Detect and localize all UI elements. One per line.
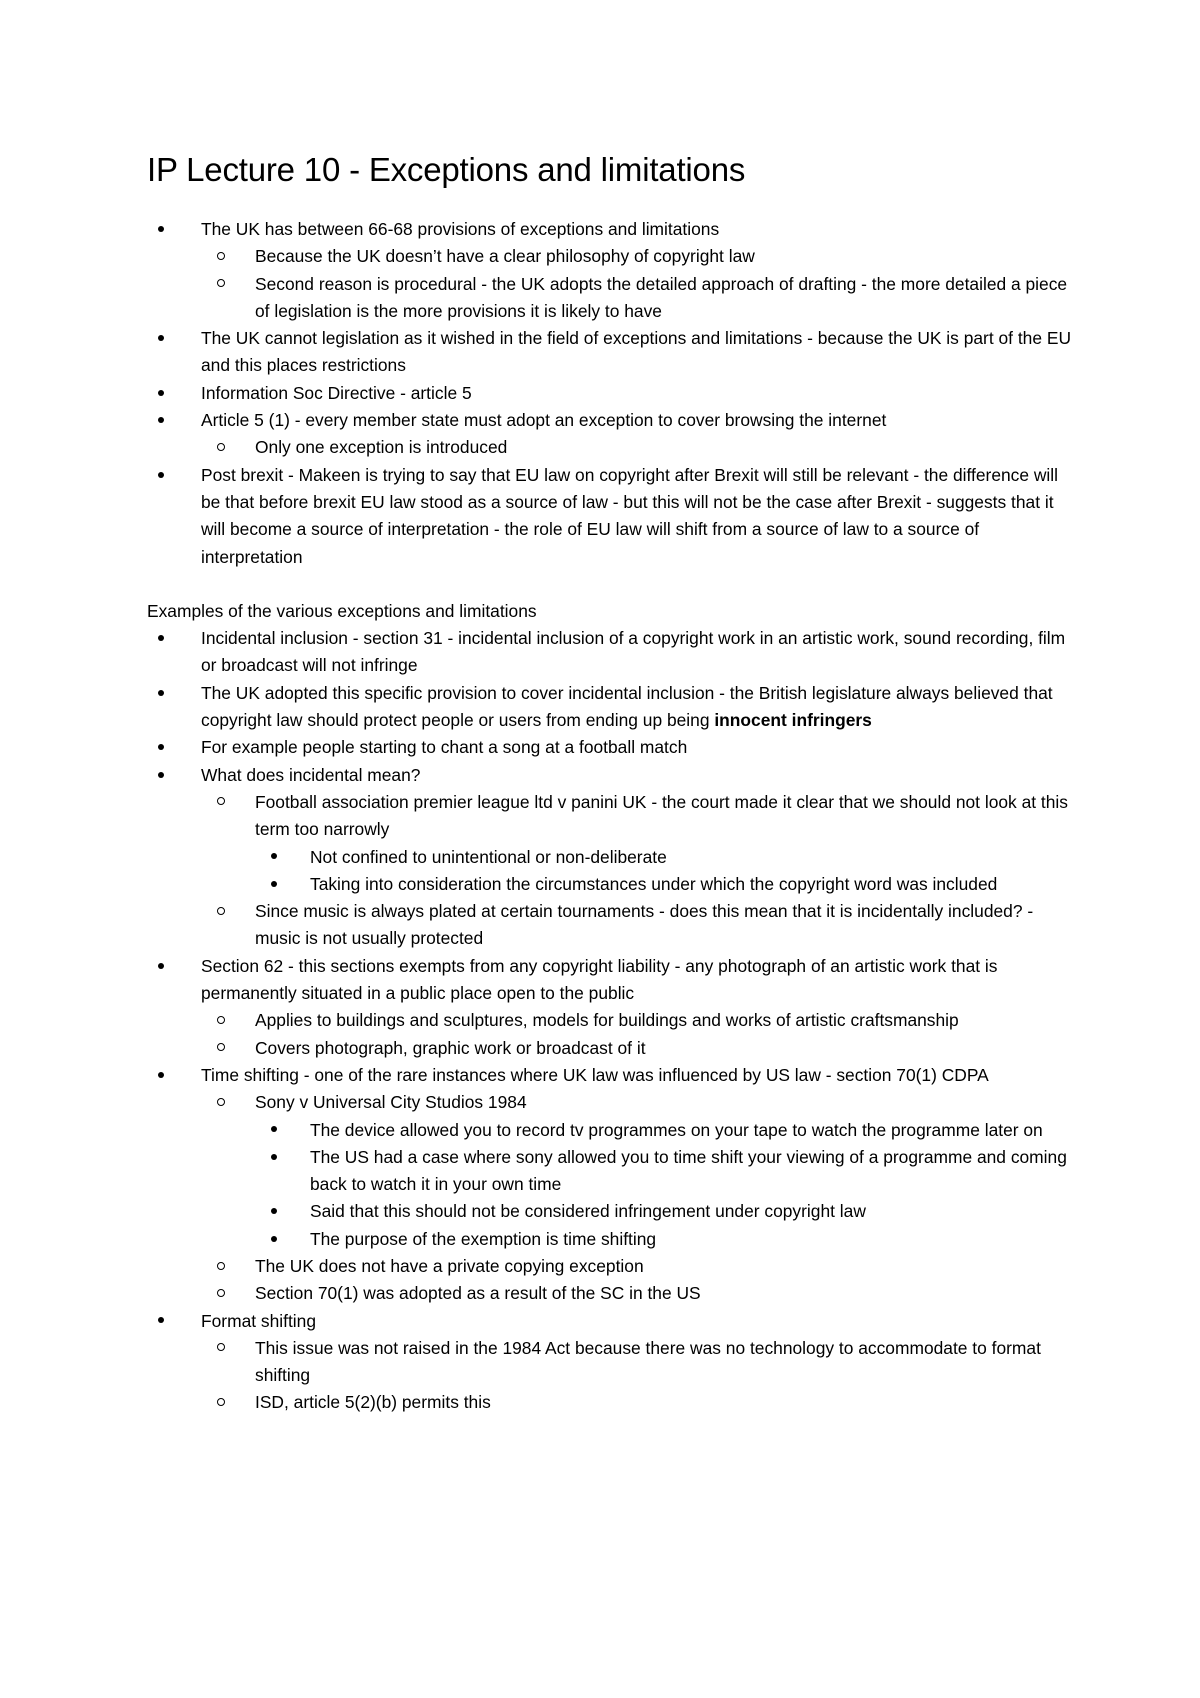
bullet-icon bbox=[271, 844, 277, 871]
list-item bbox=[147, 1007, 1077, 1034]
list-item bbox=[147, 1280, 1077, 1307]
list-item-text: Section 62 - this sections exempts from any copyright liability - any photograph of an artistic work that is permanently situated in a public place open to the public bbox=[201, 955, 998, 1004]
list-item-text: The UK adopted this specific provision to cover incidental inclusion - the British legislature always believed that copyright law should protect people or users from ending up being bbox=[201, 682, 1053, 731]
list-item bbox=[147, 953, 1077, 1008]
bold-term: innocent infringers bbox=[714, 710, 872, 731]
bullet-list-examples bbox=[147, 625, 1077, 1417]
list-item-text: ISD, article 5(2)(b) permits this bbox=[255, 1392, 491, 1413]
list-item bbox=[147, 380, 1077, 407]
hollow-bullet-icon bbox=[217, 1335, 225, 1362]
hollow-bullet-icon bbox=[217, 1253, 225, 1280]
list-item bbox=[147, 1308, 1077, 1335]
list-item-text: Time shifting - one of the rare instances where UK law was influenced by US law - section 70(1) CDPA bbox=[201, 1064, 989, 1085]
list-item bbox=[147, 734, 1077, 761]
list-item-text: Format shifting bbox=[201, 1310, 317, 1331]
document-title: IP Lecture 10 - Exceptions and limitations bbox=[147, 151, 746, 188]
list-item bbox=[147, 1226, 1077, 1253]
list-item bbox=[147, 1198, 1077, 1225]
list-item bbox=[147, 1089, 1077, 1116]
list-item-text: The UK does not have a private copying exception bbox=[255, 1255, 644, 1276]
list-item bbox=[147, 216, 1077, 243]
list-item-text: Said that this should not be considered infringement under copyright law bbox=[310, 1201, 866, 1222]
hollow-bullet-icon bbox=[217, 1089, 225, 1116]
list-item-text: Taking into consideration the circumstances under which the copyright word was included bbox=[310, 873, 998, 894]
hollow-bullet-icon bbox=[217, 1389, 225, 1416]
hollow-bullet-icon bbox=[217, 243, 225, 270]
list-item-text: The device allowed you to record tv programmes on your tape to watch the programme later on bbox=[310, 1119, 1043, 1140]
list-item-text: This issue was not raised in the 1984 Act because there was no technology to accommodate to format shifting bbox=[255, 1337, 1041, 1386]
bullet-icon bbox=[158, 1062, 164, 1089]
list-item bbox=[147, 1335, 1077, 1390]
bullet-icon bbox=[158, 462, 164, 489]
list-item-text: The UK cannot legislation as it wished in the field of exceptions and limitations - because the UK is part of the EU and this places restrictions bbox=[201, 328, 1071, 376]
list-item-text: Not confined to unintentional or non-deliberate bbox=[310, 846, 667, 867]
bullet-icon bbox=[158, 953, 164, 980]
list-item bbox=[147, 871, 1077, 898]
hollow-bullet-icon bbox=[217, 271, 225, 298]
bullet-icon bbox=[271, 1117, 277, 1144]
bullet-list-intro bbox=[147, 216, 1077, 571]
list-item bbox=[147, 844, 1077, 871]
hollow-bullet-icon bbox=[217, 789, 225, 816]
list-item-text: Because the UK doesn’t have a clear philosophy of copyright law bbox=[255, 246, 755, 267]
list-item bbox=[147, 680, 1077, 735]
list-item bbox=[147, 1144, 1077, 1199]
bullet-icon bbox=[158, 734, 164, 761]
document-page bbox=[147, 150, 1077, 1417]
hollow-bullet-icon bbox=[217, 1035, 225, 1062]
list-item bbox=[147, 762, 1077, 789]
bullet-icon bbox=[271, 871, 277, 898]
list-item-text: Covers photograph, graphic work or broadcast of it bbox=[255, 1037, 646, 1058]
bullet-icon bbox=[158, 680, 164, 707]
list-item-text: What does incidental mean? bbox=[201, 764, 421, 785]
list-item bbox=[147, 1035, 1077, 1062]
bullet-icon bbox=[158, 407, 164, 434]
list-item-text: The UK has between 66-68 provisions of exceptions and limitations bbox=[201, 219, 720, 239]
list-item-text: Post brexit - Makeen is trying to say that EU law on copyright after Brexit will still be relevant - the difference will be that before brexit EU law stood as a source of law - but this will not be the case after Brexit - suggests that it will become a source of interpretation - the role of EU law will shift from a source of law to a source of interpretation bbox=[201, 464, 1059, 567]
list-item-text: The purpose of the exemption is time shifting bbox=[310, 1228, 657, 1249]
list-item bbox=[147, 462, 1077, 571]
list-item-text: For example people starting to chant a song at a football match bbox=[201, 737, 688, 758]
list-item-text: Applies to buildings and sculptures, models for buildings and works of artistic craftsmanship bbox=[255, 1010, 959, 1031]
bullet-icon bbox=[158, 625, 164, 652]
list-item bbox=[147, 434, 1077, 461]
list-item bbox=[147, 271, 1077, 326]
bullet-icon bbox=[158, 1308, 164, 1335]
list-item-text: Sony v Universal City Studios 1984 bbox=[255, 1092, 527, 1113]
list-item bbox=[147, 1117, 1077, 1144]
list-item-text: Since music is always plated at certain tournaments - does this mean that it is incidentally included? - music is not usually protected bbox=[255, 901, 1034, 949]
bullet-icon bbox=[271, 1226, 277, 1253]
list-item-text: Only one exception is introduced bbox=[255, 437, 508, 458]
list-item bbox=[147, 407, 1077, 434]
bullet-icon bbox=[158, 762, 164, 789]
list-item-text: Section 70(1) was adopted as a result of the SC in the US bbox=[255, 1283, 701, 1304]
hollow-bullet-icon bbox=[217, 434, 225, 461]
list-item-text: The US had a case where sony allowed you to time shift your viewing of a programme and coming back to watch it in your own time bbox=[310, 1146, 1067, 1195]
list-item bbox=[147, 898, 1077, 953]
list-item bbox=[147, 1062, 1077, 1089]
list-item-text: Information Soc Directive - article 5 bbox=[201, 382, 472, 403]
bullet-icon bbox=[271, 1144, 277, 1171]
list-item-text: Article 5 (1) - every member state must adopt an exception to cover browsing the internet bbox=[201, 410, 887, 431]
list-item-text: Football association premier league ltd v panini UK - the court made it clear that we should not look at this term too narrowly bbox=[255, 791, 1068, 840]
list-item-text: Incidental inclusion - section 31 - incidental inclusion of a copyright work in an artistic work, sound recording, film or broadcast will not infringe bbox=[201, 628, 1066, 676]
list-item bbox=[147, 243, 1077, 270]
section-heading: Examples of the various exceptions and limitations bbox=[147, 600, 537, 621]
hollow-bullet-icon bbox=[217, 898, 225, 925]
list-item bbox=[147, 789, 1077, 844]
bullet-icon bbox=[158, 325, 164, 352]
bullet-icon bbox=[271, 1198, 277, 1225]
bullet-icon bbox=[158, 380, 164, 407]
hollow-bullet-icon bbox=[217, 1007, 225, 1034]
list-item bbox=[147, 1253, 1077, 1280]
hollow-bullet-icon bbox=[217, 1280, 225, 1307]
list-item-text: Second reason is procedural - the UK adopts the detailed approach of drafting - the more detailed a piece of legislation is the more provisions it is likely to have bbox=[255, 273, 1068, 321]
list-item bbox=[147, 1389, 1077, 1416]
bullet-icon bbox=[158, 216, 164, 243]
list-item bbox=[147, 625, 1077, 680]
list-item bbox=[147, 325, 1077, 380]
